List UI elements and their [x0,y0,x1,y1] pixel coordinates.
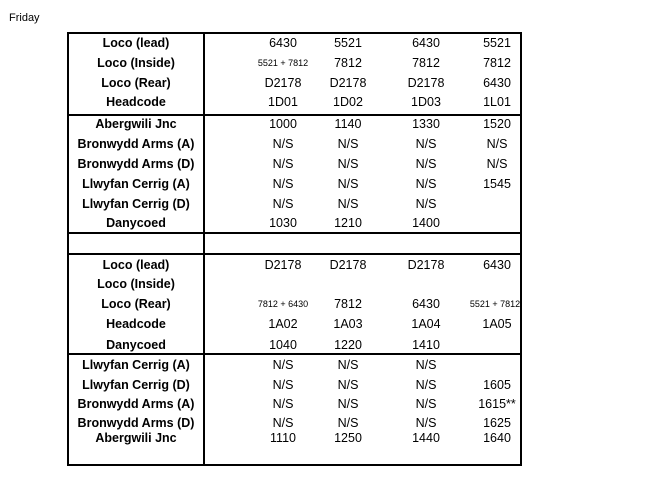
time-cell: D2178 [264,258,302,272]
time-cell: 1210 [334,216,362,230]
time-cell: 1D01 [268,95,298,109]
row-label: Bronwydd Arms (D) [77,416,195,430]
time-cell: 1520 [483,117,511,131]
row-label: Loco (Inside) [97,56,175,70]
section-gap-bottom [69,253,520,255]
lower-row [69,376,520,394]
time-cell: 1605 [483,378,511,392]
upper-row [69,175,520,193]
time-cell: 7812 [334,297,362,311]
time-cell: N/S [272,416,294,430]
time-cell: 6430 [412,36,440,50]
time-cell: N/S [486,137,508,151]
time-cell: N/S [337,137,359,151]
time-cell: 7812 [483,56,511,70]
upper-row [69,155,520,173]
row-label: Llwyfan Cerrig (A) [82,177,190,191]
time-cell: N/S [272,378,294,392]
time-cell: 1040 [269,338,297,352]
row-label: Headcode [106,317,166,331]
lower-row [69,336,520,354]
time-cell: D2178 [264,76,302,90]
time-cell: N/S [415,137,437,151]
time-cell: N/S [272,197,294,211]
time-cell: 1250 [334,431,362,445]
time-cell: N/S [272,137,294,151]
time-cell: 1410 [412,338,440,352]
time-cell: 1140 [334,117,362,131]
row-label: Loco (Inside) [97,277,175,291]
time-cell: N/S [337,358,359,372]
row-label: Loco (lead) [102,258,170,272]
time-cell: 6430 [412,297,440,311]
time-cell: 1A02 [268,317,298,331]
time-cell: N/S [337,197,359,211]
time-cell: N/S [415,197,437,211]
time-cell: N/S [272,157,294,171]
upper-row [69,195,520,213]
time-cell: N/S [337,157,359,171]
time-cell: 5521 + 7812 [257,58,309,68]
time-cell: 7812 [412,56,440,70]
time-cell: D2178 [329,258,367,272]
upper-row [69,135,520,153]
time-cell: D2178 [407,76,445,90]
upper-row [69,74,520,92]
time-cell: 1A03 [333,317,363,331]
time-cell: 5521 [483,36,511,50]
lower-row [69,275,520,293]
row-label: Bronwydd Arms (A) [77,137,195,151]
time-cell: N/S [272,397,294,411]
row-label: Headcode [106,95,166,109]
upper-row [69,214,520,232]
row-label: Bronwydd Arms (A) [77,397,195,411]
row-label: Llwyfan Cerrig (D) [82,197,190,211]
time-cell: 5521 + 7812 [469,299,521,309]
time-cell: N/S [486,157,508,171]
row-label: Bronwydd Arms (D) [77,157,195,171]
upper-row [69,54,520,72]
time-cell: 1625 [483,416,511,430]
time-cell: 1330 [412,117,440,131]
time-cell: 1545 [483,177,511,191]
lower-row [69,395,520,413]
time-cell: N/S [415,378,437,392]
time-cell: N/S [415,157,437,171]
time-cell: N/S [415,397,437,411]
row-label: Danycoed [106,216,166,230]
time-cell: 6430 [269,36,297,50]
time-cell: 1400 [412,216,440,230]
time-cell: 6430 [483,258,511,272]
time-cell: 1030 [269,216,297,230]
time-cell: 1615** [478,397,516,411]
upper-row [69,93,520,111]
lower-row [69,295,520,313]
time-cell: 1440 [412,431,440,445]
time-cell: 1220 [334,338,362,352]
lower-row [69,356,520,374]
row-label: Abergwili Jnc [95,431,177,445]
upper-row [69,115,520,133]
lower-row [69,256,520,274]
time-cell: 7812 [334,56,362,70]
time-cell: 1A04 [411,317,441,331]
time-cell: 5521 [334,36,362,50]
time-cell: 1110 [270,431,296,445]
time-cell: 7812 + 6430 [257,299,309,309]
row-label: Llwyfan Cerrig (D) [82,378,190,392]
lower-row [69,315,520,333]
day-label: Friday [9,12,40,24]
time-cell: N/S [337,177,359,191]
time-cell: 1640 [483,431,511,445]
row-label: Danycoed [106,338,166,352]
time-cell: 6430 [483,76,511,90]
time-cell: 1L01 [483,95,511,109]
upper-row [69,34,520,52]
time-cell: 1000 [269,117,297,131]
time-cell: N/S [337,416,359,430]
time-cell: D2178 [407,258,445,272]
row-label: Loco (Rear) [101,76,171,90]
time-cell: N/S [415,358,437,372]
timetable [67,32,522,466]
row-label: Llwyfan Cerrig (A) [82,358,190,372]
time-cell: N/S [337,378,359,392]
time-cell: D2178 [329,76,367,90]
row-label: Loco (lead) [102,36,170,50]
time-cell: 1D03 [411,95,441,109]
row-label: Loco (Rear) [101,297,171,311]
time-cell: N/S [415,177,437,191]
time-cell: 1A05 [482,317,512,331]
time-cell: N/S [272,358,294,372]
section-gap-top [69,232,520,234]
row-label: Abergwili Jnc [95,117,177,131]
time-cell: N/S [337,397,359,411]
time-cell: 1D02 [333,95,363,109]
time-cell: N/S [272,177,294,191]
lower-row [69,429,520,447]
time-cell: N/S [415,416,437,430]
